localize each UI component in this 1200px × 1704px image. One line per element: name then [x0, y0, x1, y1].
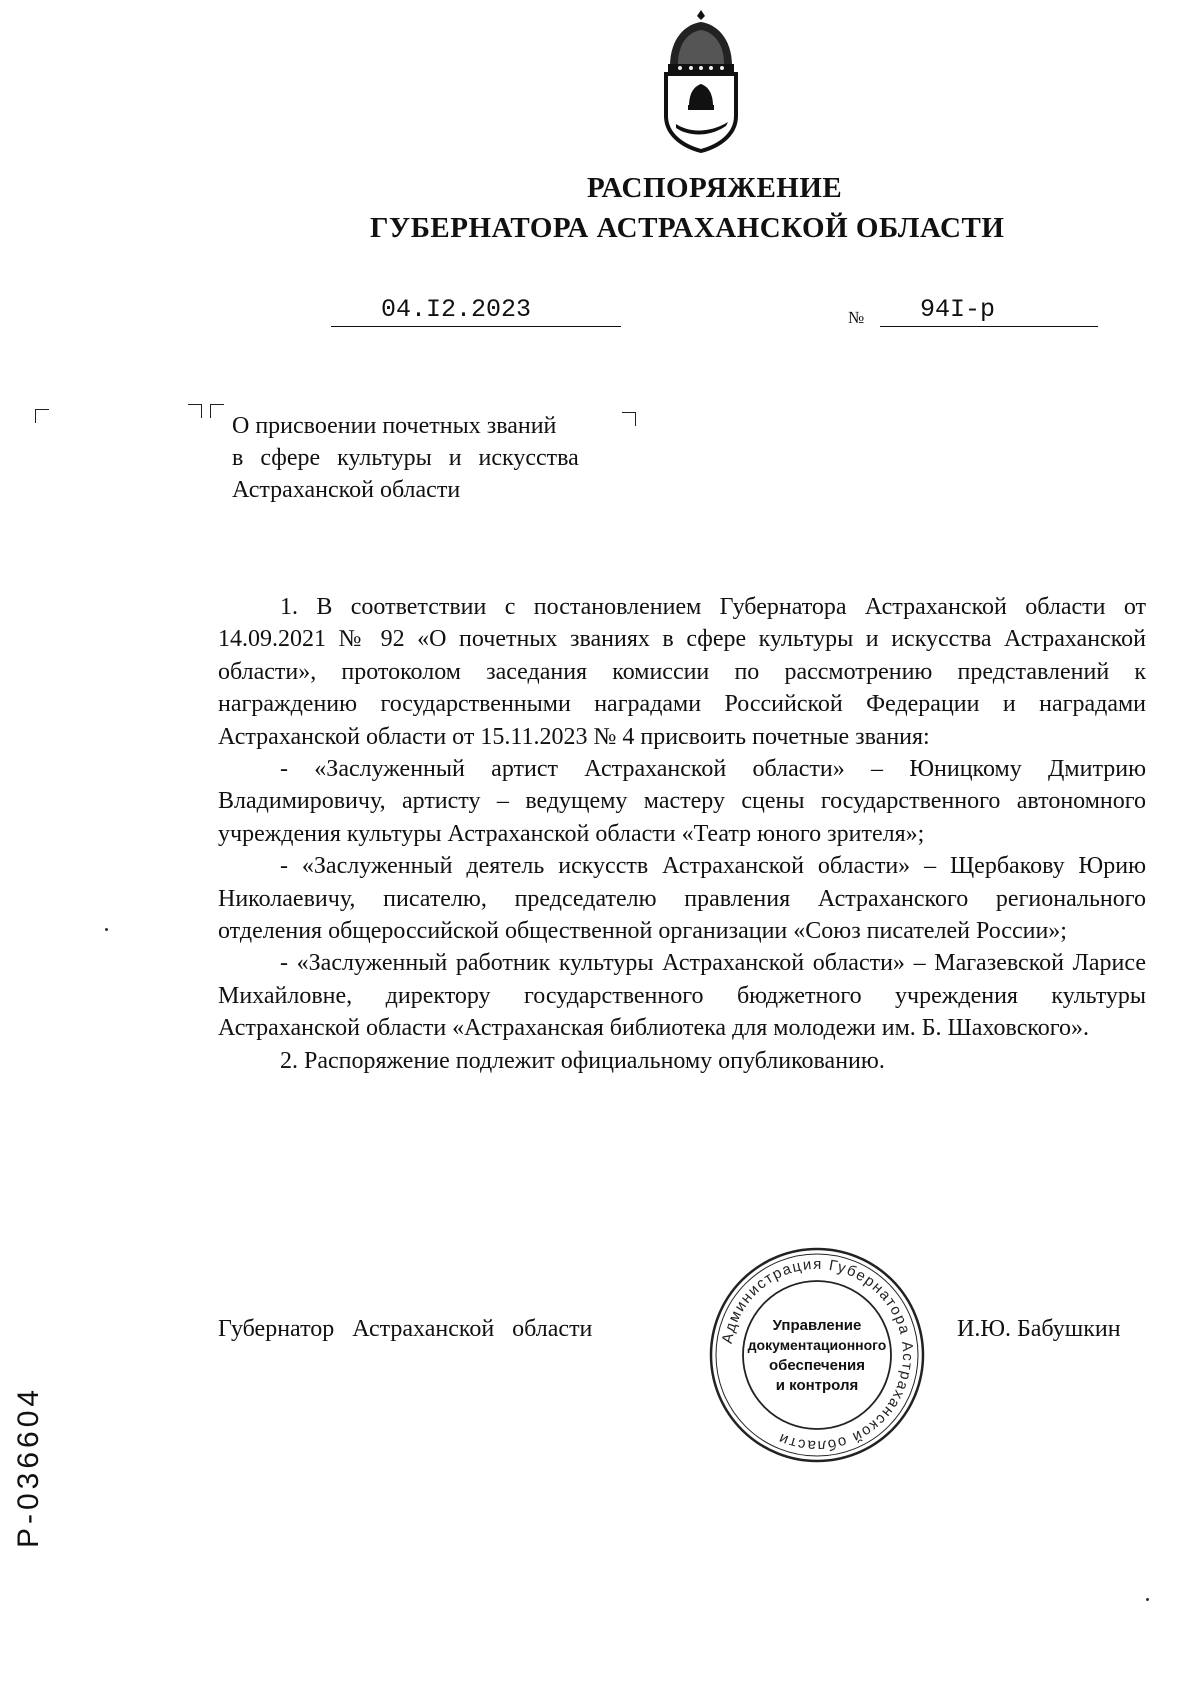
- form-serial-number: Р-036604: [12, 1385, 45, 1548]
- paragraph-1: 1. В соответствии с постановлением Губернатора Астраханской области от 14.09.2021 № 92 «О почетных званиях в сфере культуры и искусства Астраханской области», протоколом заседания комиссии по рассмотрению представлений к награждению государственными наградами Российской Федерации и наградами Астраханской области от 15.11.2023 № 4 присвоить почетные звания:: [218, 594, 1146, 750]
- subject-line: в сфере культуры и искусства: [232, 445, 579, 471]
- signatory-name: И.Ю. Бабушкин: [957, 1316, 1121, 1342]
- stamp-center-line: документационного: [747, 1337, 887, 1353]
- award-item-1: - «Заслуженный артист Астраханской области» – Юницкому Дмитрию Владимировичу, артисту – ведущему мастеру сцены государственного автономного учреждения культуры Астраханской области «Театр юного зрителя»;: [218, 756, 1146, 847]
- scan-speck: [105, 928, 108, 931]
- subject-block: [232, 410, 632, 506]
- subject-line: О присвоении почетных званий: [232, 413, 557, 439]
- document-type-title: РАСПОРЯЖЕНИЕ: [587, 172, 843, 204]
- official-stamp: [706, 1244, 928, 1466]
- stamp-center-line: и контроля: [775, 1377, 859, 1394]
- stamp-center-line: Управление: [772, 1317, 862, 1334]
- subject-line: Астраханской области: [232, 477, 461, 503]
- document-body: [218, 591, 1146, 1077]
- corner-mark: [188, 404, 202, 418]
- signatory-position: Губернатор Астраханской области: [218, 1316, 593, 1342]
- stamp-center-line: обеспечения: [768, 1357, 866, 1374]
- scan-speck: [1146, 1598, 1149, 1601]
- corner-mark: [35, 409, 49, 423]
- award-item-2: - «Заслуженный деятель искусств Астраханской области» – Щербакову Юрию Николаевичу, писателю, председателю правления Астраханского регионального отделения общероссийской общественной организации «Союз писателей России»;: [218, 853, 1146, 945]
- paragraph-2: 2. Распоряжение подлежит официальному опубликованию.: [280, 1047, 885, 1074]
- issuer-title: ГУБЕРНАТОРА АСТРАХАНСКОЙ ОБЛАСТИ: [370, 212, 1005, 244]
- document-number: 94I-р: [920, 295, 996, 324]
- coat-of-arms-emblem: [656, 8, 746, 153]
- award-item-3: - «Заслуженный работник культуры Астраханской области» – Магазевской Ларисе Михайловне, директору государственного бюджетного учреждения культуры Астраханской области «Астраханская библиотека для молодежи им. Б. Шаховского».: [218, 950, 1146, 1042]
- svg-text:Администрация Губернатора Астр: [719, 1256, 916, 1454]
- document-date: 04.I2.2023: [380, 295, 532, 324]
- stamp-ring-text: Администрация Губернатора Астраханской области: [718, 1255, 917, 1455]
- number-sign: №: [848, 308, 865, 327]
- corner-mark: [210, 404, 224, 418]
